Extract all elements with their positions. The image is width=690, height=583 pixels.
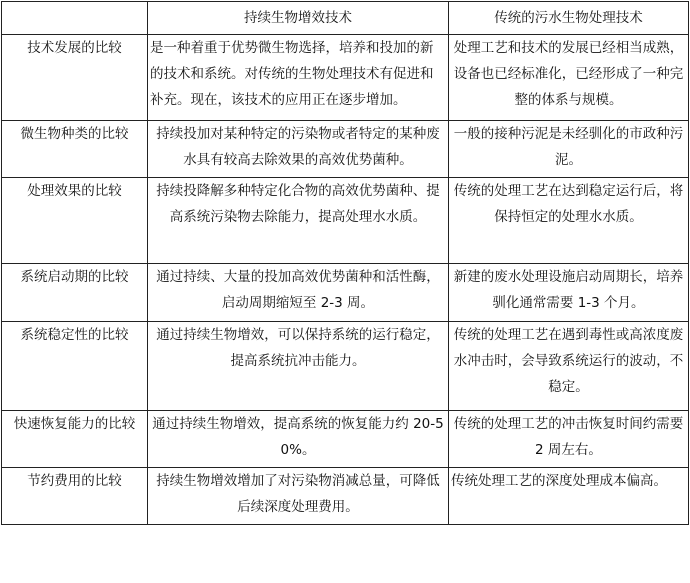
traditional-cell — [449, 35, 689, 121]
table-row — [2, 468, 689, 525]
row-label: 快速恢复能力的比较 — [2, 411, 148, 468]
row-label: 技术发展的比较 — [2, 35, 148, 121]
row-label: 系统启动期的比较 — [2, 264, 148, 322]
table-row — [2, 322, 689, 411]
row-label: 处理效果的比较 — [2, 178, 148, 264]
traditional-text: 传统的处理工艺在遇到毒性或高浓度废水冲击时，会导致系统运行的波动，不稳定。 — [453, 327, 684, 395]
header-cell-bioaugmentation: 持续生物增效技术 — [148, 2, 449, 35]
bioaug-text: 通过持续生物增效，可以保持系统的运行稳定，提高系统抗冲击能力。 — [156, 327, 440, 369]
row-label: 微生物种类的比较 — [2, 121, 148, 178]
traditional-text: 处理工艺和技术的发展已经相当成熟，设备也已经标准化，已经形成了一种完整的体系与规模。 — [453, 40, 684, 108]
traditional-text: 传统的处理工艺的冲击恢复时间约需要 2 周左右。 — [453, 416, 684, 458]
bioaug-cell — [148, 264, 449, 322]
table-row — [2, 178, 689, 264]
traditional-cell — [449, 121, 689, 178]
bioaug-text: 通过持续生物增效，提高系统的恢复能力约 20-50%。 — [152, 416, 444, 458]
header-cell-aspect — [2, 2, 148, 35]
traditional-cell — [449, 178, 689, 264]
bioaug-text: 持续投降解多种特定化合物的高效优势菌种、提高系统污染物去除能力，提高处理水水质。 — [156, 183, 440, 225]
row-label: 系统稳定性的比较 — [2, 322, 148, 411]
bioaug-cell — [148, 121, 449, 178]
bioaug-text: 持续投加对某种特定的污染物或者特定的某种废水具有较高去除效果的高效优势菌种。 — [156, 126, 440, 168]
bioaug-text: 通过持续、大量的投加高效优势菌种和活性酶，启动周期缩短至 2-3 周。 — [156, 269, 440, 311]
bioaug-cell — [148, 322, 449, 411]
traditional-cell — [449, 264, 689, 322]
table-row — [2, 35, 689, 121]
bioaug-cell — [148, 468, 449, 525]
traditional-cell — [449, 468, 689, 525]
table-row — [2, 121, 689, 178]
traditional-text: 传统的处理工艺在达到稳定运行后，将保持恒定的处理水水质。 — [453, 183, 684, 225]
bioaug-cell — [148, 178, 449, 264]
bioaug-text: 是一种着重于优势微生物选择，培养和投加的新的技术和系统。对传统的生物处理技术有促进和补充。现在，该技术的应用正在逐步增加。 — [150, 40, 434, 108]
table-row — [2, 411, 689, 468]
traditional-text: 传统处理工艺的深度处理成本偏高。 — [451, 473, 667, 489]
table-row — [2, 264, 689, 322]
traditional-cell — [449, 322, 689, 411]
comparison-table — [1, 1, 689, 525]
row-label: 节约费用的比较 — [2, 468, 148, 525]
traditional-text: 新建的废水处理设施启动周期长，培养驯化通常需要 1-3 个月。 — [453, 269, 684, 311]
traditional-text: 一般的接种污泥是未经驯化的市政种污泥。 — [453, 126, 684, 168]
bioaug-text: 持续生物增效增加了对污染物消减总量，可降低后续深度处理费用。 — [156, 473, 440, 515]
bioaug-cell — [148, 35, 449, 121]
traditional-cell — [449, 411, 689, 468]
header-cell-traditional: 传统的污水生物处理技术 — [449, 2, 689, 35]
table-header-row — [2, 2, 689, 35]
bioaug-cell — [148, 411, 449, 468]
